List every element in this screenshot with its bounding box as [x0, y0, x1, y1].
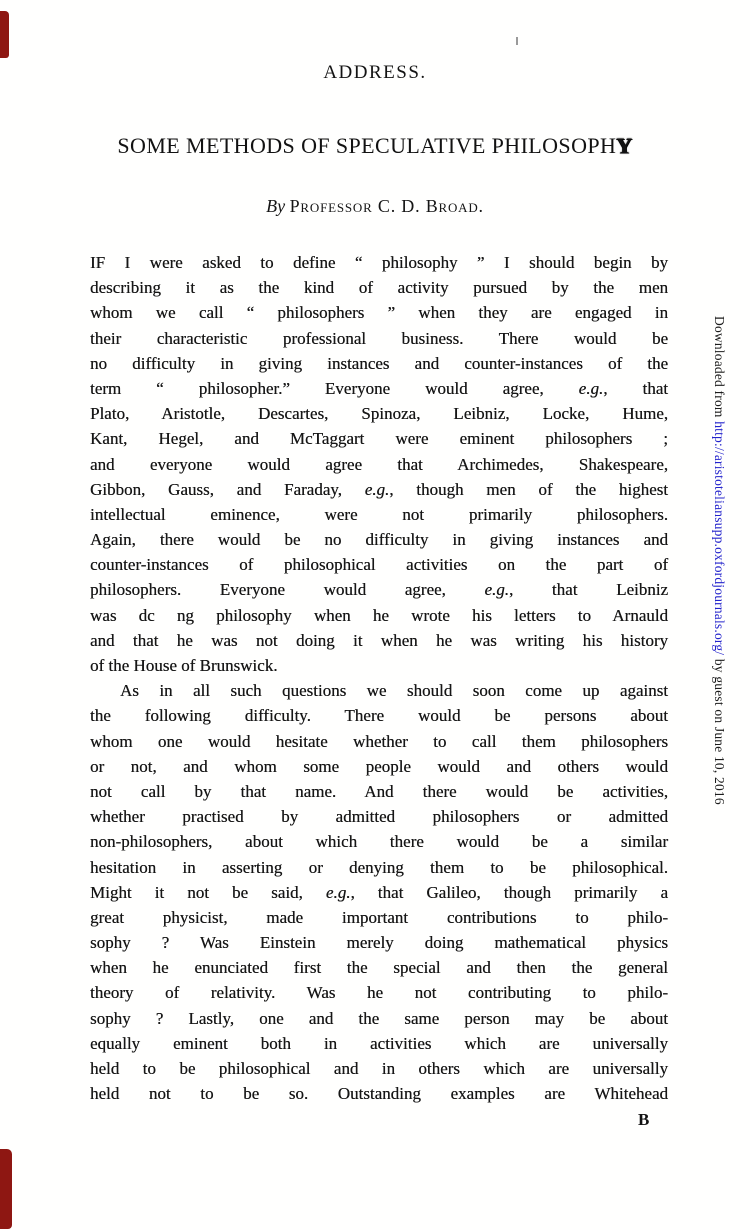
text-line: whether practised by admitted philosophers or admitted: [90, 807, 668, 827]
scan-speck: [516, 37, 518, 45]
text-line: Again, there would be no difficulty in giving instances and: [90, 530, 668, 550]
text-line: Gibbon, Gauss, and Faraday, e.g., though men of the highest: [90, 479, 668, 499]
section-heading: ADDRESS.: [323, 62, 427, 83]
text-line: Plato, Aristotle, Descartes, Spinoza, Leibniz, Locke, Hume,: [90, 404, 668, 424]
red-edge-mark-top: [0, 11, 9, 58]
body-text: [90, 250, 668, 1106]
text-line: Might it not be said, e.g., that Galileo, though primarily a: [90, 882, 668, 902]
text-line: great physicist, made important contributions to philo-: [90, 907, 668, 927]
paper-title-overinked-letter: Y: [616, 133, 633, 158]
byline-by: By: [266, 196, 286, 216]
download-attribution-suffix: by guest on June 10, 2016: [712, 655, 727, 805]
text-line: describing it as the kind of activity pursued by the men: [90, 278, 668, 298]
text-line: their characteristic professional business. There would be: [90, 328, 668, 348]
paragraph: [90, 678, 668, 1106]
text-line: not call by that name. And there would be activities,: [90, 781, 668, 801]
text-line: theory of relativity. Was he not contributing to philo-: [90, 983, 668, 1003]
text-line: held not to be so. Outstanding examples are Whitehead: [90, 1084, 668, 1104]
paper-title-text: SOME METHODS OF SPECULATIVE PHILOSOPH: [117, 133, 617, 158]
text-line: sophy ? Was Einstein merely doing mathematical physics: [90, 933, 668, 953]
text-line: term “ philosopher.” Everyone would agree, e.g., that: [90, 378, 668, 398]
download-attribution-prefix: Downloaded from: [712, 316, 727, 422]
text-line: Kant, Hegel, and McTaggart were eminent philosophers ;: [90, 429, 668, 449]
text-line: sophy ? Lastly, one and the same person may be about: [90, 1008, 668, 1028]
text-line: As in all such questions we should soon come up against: [120, 681, 668, 701]
red-edge-mark-bottom: [0, 1149, 12, 1229]
text-line: of the House of Brunswick.: [90, 656, 278, 675]
text-line: intellectual eminence, were not primarily philosophers.: [90, 504, 668, 524]
text-line: and everyone would agree that Archimedes, Shakespeare,: [90, 454, 668, 474]
text-line: whom we call “ philosophers ” when they are engaged in: [90, 303, 668, 323]
text-line: held to be philosophical and in others which are universally: [90, 1059, 668, 1078]
text-line: hesitation in asserting or denying them to be philosophical.: [90, 857, 668, 877]
text-line: IF I were asked to define “ philosophy ” I should begin by: [90, 253, 668, 272]
text-line: philosophers. Everyone would agree, e.g., that Leibniz: [90, 580, 668, 600]
text-line: whom one would hesitate whether to call them philosophers: [90, 731, 668, 751]
byline: [0, 196, 750, 217]
download-attribution-url[interactable]: http://aristoteliansupp.oxfordjournals.org/: [712, 421, 727, 656]
page-signature-mark: B: [638, 1110, 650, 1129]
text-line: no difficulty in giving instances and counter-instances of the: [90, 353, 668, 373]
text-line: was dc ng philosophy when he wrote his letters to Arnauld: [90, 605, 668, 625]
text-line: non-philosophers, about which there would be a similar: [90, 832, 668, 852]
paper-title: [0, 133, 750, 159]
byline-author: Professor C. D. Broad.: [289, 196, 484, 216]
text-line: when he enunciated first the special and then the general: [90, 958, 668, 978]
text-line: and that he was not doing it when he was writing his history: [90, 630, 668, 650]
text-line: the following difficulty. There would be persons about: [90, 706, 668, 726]
paragraph: [90, 250, 668, 678]
text-line: equally eminent both in activities which are universally: [90, 1033, 668, 1053]
download-attribution: [711, 316, 727, 805]
text-line: counter-instances of philosophical activities on the part of: [90, 555, 668, 575]
text-line: or not, and whom some people would and others would: [90, 756, 668, 776]
